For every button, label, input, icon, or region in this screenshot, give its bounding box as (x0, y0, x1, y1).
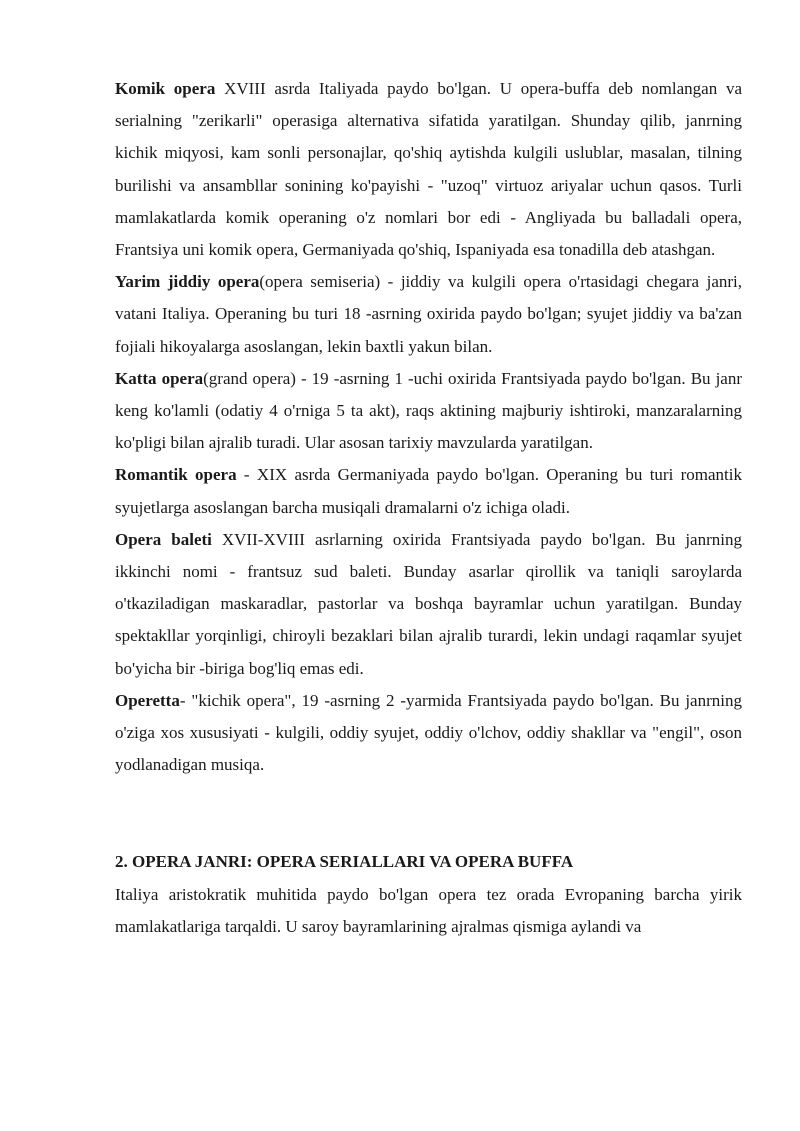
text-romantik-opera: - XIX asrda Germaniyada paydo bo'lgan. Operaning bu turi romantik syujetlarga asoslangan barcha musiqali dramalarni o'z ichiga oladi. (115, 465, 743, 517)
term-romantik-opera: Romantik opera (115, 465, 237, 485)
text-operetta: - "kichik opera", 19 -asrning 2 -yarmida Frantsiyada paydo bo'lgan. Bu janrning o'ziga xos xususiyati - kulgili, oddiy syujet, oddiy o'lchov, oddiy shakllar va "engil", oson yodlanadigan musiqa. (115, 690, 742, 775)
text-yarim-jiddiy-opera: (opera semiseria) - jiddiy va kulgili opera o'rtasidagi chegara janri, vatani Italiya. Operaning bu turi 18 -asrning oxirida paydo bo'lgan; syujet jiddiy va ba'zan fojiali hikoyalarga asoslangan, lekin baxtli yakun bilan. (115, 272, 743, 356)
term-katta-opera: Katta opera (115, 368, 204, 388)
term-operetta: Operetta (115, 690, 180, 710)
section-heading: 2. OPERA JANRI: OPERA SERIALLARI VA OPERA BUFFA (115, 852, 574, 872)
paragraph-komik-opera (115, 73, 742, 266)
term-komik-opera: Komik opera (115, 79, 216, 98)
paragraph-yarim-jiddiy-opera (115, 266, 742, 363)
document-page (115, 73, 742, 943)
text-komik-opera: XVIII asrda Italiyada paydo bo'lgan. U opera-buffa deb nomlangan va serialning "zerikarli" operasiga alternativa sifatida yaratilgan. Shunday qilib, janrning kichik miqyosi, kam sonli personajlar, qo'shiq aytishda kulgili uslublar, masalan, tilning burilishi va ansambllar sonining ko'payishi - "uzoq" virtuoz ariyalar uchun qasos. Turli mamlakatlarda komik operaning o'z nomlari bor edi - Angliyada bu balladali opera, Frantsiya uni komik opera, Germaniyada qo'shiq, Ispaniyada esa tonadilla deb atashgan. (115, 79, 742, 260)
term-opera-baleti: Opera baleti (115, 529, 212, 549)
paragraph-katta-opera (115, 363, 742, 460)
paragraph-opera-baleti (115, 524, 742, 685)
paragraph-operetta (115, 685, 742, 782)
term-yarim-jiddiy-opera: Yarim jiddiy opera (115, 272, 260, 292)
text-katta-opera: (grand opera) - 19 -asrning 1 -uchi oxirida Frantsiyada paydo bo'lgan. Bu janr keng ko'lamli (odatiy 4 o'rniga 5 ta akt), raqs aktining majburiy ishtiroki, manzaralarning ko'pligi bilan ajralib turadi. Ular asosan tarixiy mavzularda yaratilgan. (115, 368, 742, 453)
section-paragraph: Italiya aristokratik muhitida paydo bo'lgan opera tez orada Evropaning barcha yirik mamlakatlariga tarqaldi. U saroy bayramlarining ajralmas qismiga aylandi va (115, 884, 742, 936)
text-opera-baleti: XVII-XVIII asrlarning oxirida Frantsiyada paydo bo'lgan. Bu janrning ikkinchi nomi - frantsuz sud baleti. Bunday asarlar qirollik va taniqli saroylarda o'tkaziladigan maskaradlar, pastorlar va boshqa bayramlar uchun yaratilgan. Bunday spektakllar yorqinligi, chiroyli bezaklari bilan ajralib turardi, lekin undagi raqamlar syujet bo'yicha bir -biriga bog'liq emas edi. (115, 529, 742, 678)
paragraph-romantik-opera (115, 459, 742, 523)
